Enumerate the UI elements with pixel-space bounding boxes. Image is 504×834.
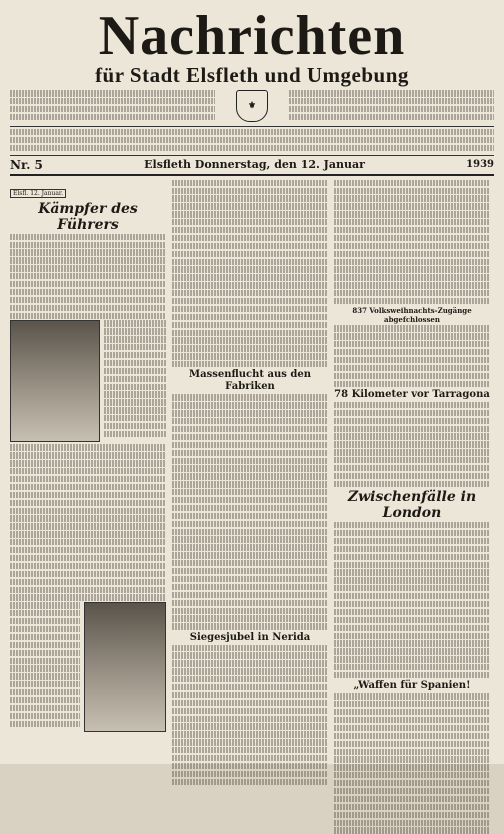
left-dateline: Elsfl. 12. Januar. [10,189,66,198]
article-heading-siegesjubel: Siegesjubel in Nerida [189,631,311,643]
publication-info-left [10,90,215,122]
newspaper-subtitle: für Stadt Elsfleth und Umgebung [95,63,409,87]
masthead-info-row [10,90,494,122]
article-heading-volksweihnacht: 837 Volksweihnachts-Zugänge abgefchlossen [352,306,472,325]
article-heading-kaempfer: Kämpfer des Führers [38,200,138,233]
article-heading-tarragona: 78 Kilometer vor Tarragona [334,388,490,400]
article-columns [10,180,494,735]
article-heading-massenflucht: Massenflucht aus den Fabriken [189,369,311,393]
issue-number: Nr. 5 [10,157,43,172]
masthead [10,5,494,156]
article-heading-waffen: „Waffen für Spanien! [353,680,471,692]
portrait-photo-bottom [84,602,166,732]
article-heading-london: Zwischenfälle in London [347,489,477,522]
column-middle [172,180,328,735]
publisher-small-print [10,126,494,156]
issue-year: 1939 [466,159,494,171]
newspaper-title: Nachrichten [98,5,406,67]
portrait-photo-top [10,320,100,442]
issue-date: Elsfleth Donnerstag, den 12. Januar [144,158,365,172]
column-left [10,180,166,735]
city-crest-icon: ⚜ [236,90,268,122]
publication-info-right [289,90,494,122]
column-right [334,180,490,735]
date-bar [10,156,494,176]
